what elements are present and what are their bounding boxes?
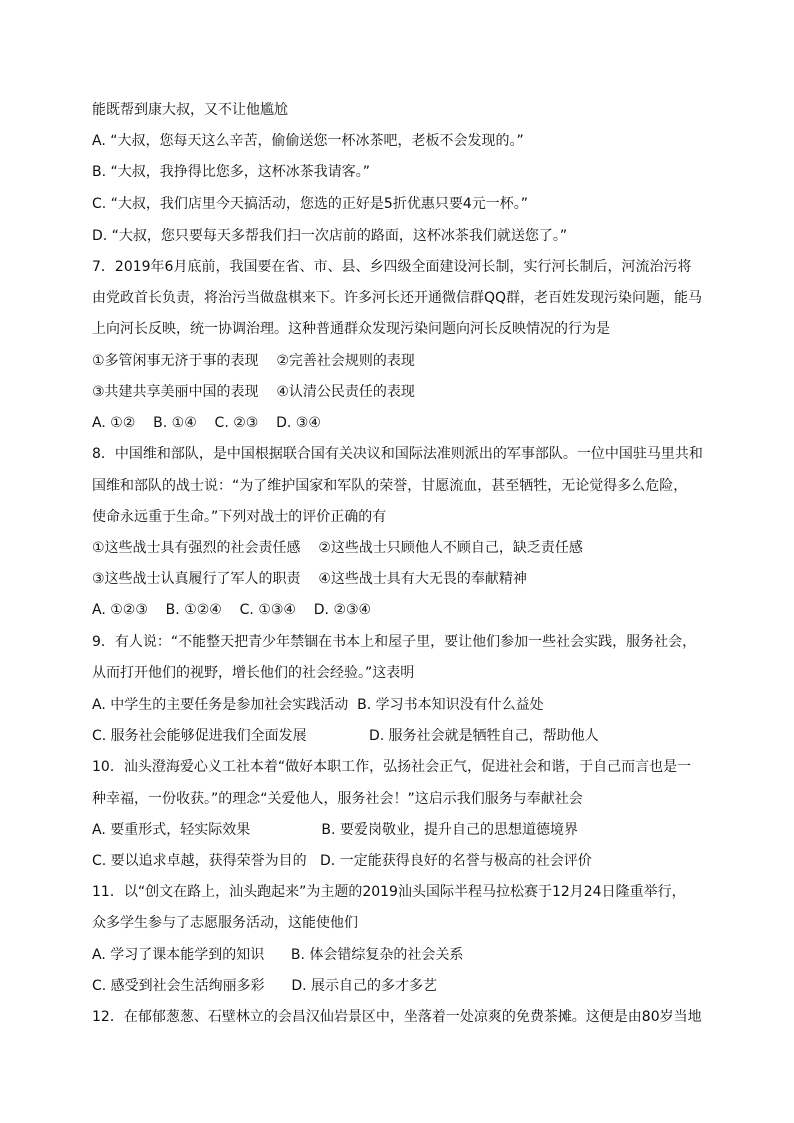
question-7-line-1: 7．2019年6月底前，我国要在省、市、县、乡四级全面建设河长制，实行河长制后，河流治污将 xyxy=(92,259,692,275)
option-line: C. 要以追求卓越，获得荣誉为目的 D. 一定能获得良好的名誉与极高的社会评价 xyxy=(92,853,592,869)
option-line: A. ①② B. ①④ C. ②③ D. ③④ xyxy=(92,415,321,431)
option-line: C. 服务社会能够促进我们全面发展 D. 服务社会就是牺牲自己，帮助他人 xyxy=(92,728,599,744)
question-9-line-2: 从而打开他们的视野，增长他们的社会经验。”这表明 xyxy=(92,665,415,681)
statement-line: ①这些战士具有强烈的社会责任感 ②这些战士只顾他人不顾自己，缺乏责任感 xyxy=(92,540,583,556)
option-line: B. “大叔，我挣得比您多，这杯冰茶我请客。” xyxy=(92,164,371,180)
statement-line: ①多管闲事无济于事的表现 ②完善社会规则的表现 xyxy=(92,353,415,369)
text-line: 能既帮到康大叔，又不让他尴尬 xyxy=(92,102,288,118)
question-7-line-3: 上向河长反映，统一协调治理。这种普通群众发现污染问题向河长反映情况的行为是 xyxy=(92,321,610,337)
statement-line: ③共建共享美丽中国的表现 ④认清公民责任的表现 xyxy=(92,384,415,400)
question-8-line-2: 国维和部队的战士说：“为了维护国家和军队的荣誉，甘愿流血，甚至牺牲，无论觉得多么危险， xyxy=(92,478,688,494)
option-line: C. 感受到社会生活绚丽多彩 D. 展示自己的多才多艺 xyxy=(92,978,438,994)
question-10-line-1: 10．汕头澄海爱心义工社本着“做好本职工作，弘扬社会正气，促进社会和谐，于自己而言也是一 xyxy=(92,759,692,775)
option-line: A. ①②③ B. ①②④ C. ①③④ D. ②③④ xyxy=(92,602,372,618)
option-line: A. 要重形式，轻实际效果 B. 要爱岗敬业，提升自己的思想道德境界 xyxy=(92,822,578,838)
option-line: A. “大叔，您每天这么辛苦，偷偷送您一杯冰茶吧，老板不会发现的。” xyxy=(92,133,524,149)
question-9-line-1: 9．有人说：“不能整天把青少年禁锢在书本上和屋子里，要让他们参加一些社会实践，服务社会， xyxy=(92,634,697,650)
option-line: C. “大叔，我们店里今天搞活动，您选的正好是5折优惠只要4元一杯。” xyxy=(92,196,528,212)
option-line: D. “大叔，您只要每天多帮我们扫一次店前的路面，这杯冰茶我们就送您了。” xyxy=(92,228,568,244)
question-10-line-2: 种幸福，一份收获。”的理念“关爱他人，服务社会！”这启示我们服务与奉献社会 xyxy=(92,791,583,807)
statement-line: ③这些战士认真履行了军人的职责 ④这些战士具有大无畏的奉献精神 xyxy=(92,571,527,587)
question-11-line-2: 众多学生参与了志愿服务活动，这能使他们 xyxy=(92,915,358,931)
option-line: A. 中学生的主要任务是参加社会实践活动 B. 学习书本知识没有什么益处 xyxy=(92,697,544,713)
option-line: A. 学习了课本能学到的知识 B. 体会错综复杂的社会关系 xyxy=(92,947,464,963)
question-8-line-1: 8．中国维和部队，是中国根据联合国有关决议和国际法准则派出的军事部队。一位中国驻马里共和 xyxy=(92,446,703,462)
question-7-line-2: 由党政首长负责，将治污当做盘棋来下。许多河长还开通微信群QQ群，老百姓发现污染问题，能马 xyxy=(92,290,703,306)
question-8-line-3: 使命永远重于生命。”下列对战士的评价正确的有 xyxy=(92,509,387,525)
question-12-line-1: 12．在郁郁葱葱、石壁林立的会昌汉仙岩景区中，坐落着一处凉爽的免费茶摊。这便是由80岁当地 xyxy=(92,1009,702,1025)
question-11-line-1: 11．以“创文在路上，汕头跑起来”为主题的2019汕头国际半程马拉松赛于12月24日隆重举行， xyxy=(92,884,686,900)
